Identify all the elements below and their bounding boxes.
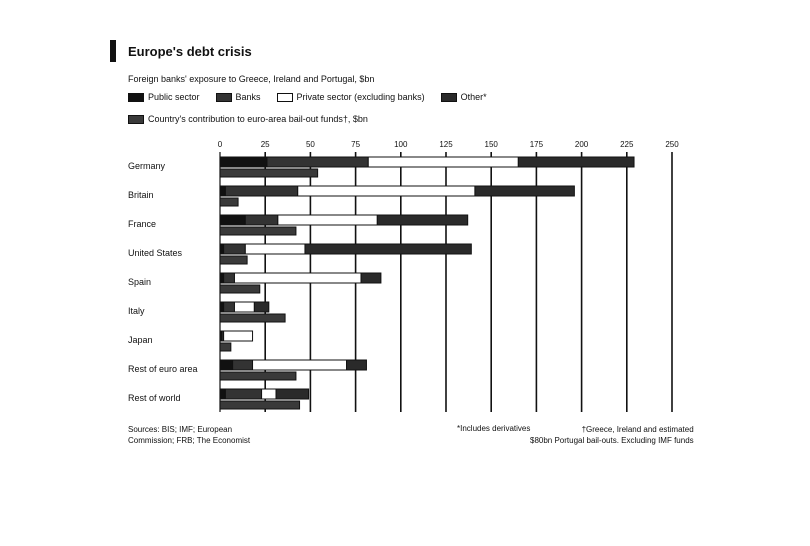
bar-germany-series-3 — [518, 157, 634, 167]
bar-italy-series-2 — [234, 302, 254, 312]
bar-spain-series-3 — [361, 273, 381, 283]
bar-italy-contribution — [220, 314, 285, 322]
bar-united-states-series-3 — [305, 244, 471, 254]
bar-france-series-3 — [377, 215, 467, 225]
x-tick-label-175: 175 — [529, 140, 544, 149]
legend-label-public-sector: Public sector — [148, 92, 200, 102]
bar-britain-series-1 — [225, 186, 297, 196]
bar-japan-series-2 — [224, 331, 253, 341]
legend-label-banks: Banks — [235, 92, 261, 102]
bar-spain-series-2 — [234, 273, 361, 283]
x-tick-label-100: 100 — [394, 140, 408, 149]
bar-germany-contribution — [220, 169, 318, 177]
bar-rest-of-world-series-2 — [262, 389, 276, 399]
bar-france-series-2 — [278, 215, 377, 225]
footnote-bailout — [530, 424, 694, 446]
x-tick-label-25: 25 — [260, 140, 270, 149]
chart-sources — [128, 424, 250, 446]
bar-france-contribution — [220, 227, 296, 235]
footnote-bailout-line-2: $80bn Portugal bail-outs. Excluding IMF funds — [530, 436, 694, 445]
bar-germany-series-1 — [267, 157, 368, 167]
sources-line-1: Sources: BIS; IMF; European — [128, 425, 233, 434]
bar-rest-of-world-contribution — [220, 401, 300, 409]
category-label-britain: Britain — [128, 190, 154, 200]
bar-france-series-0 — [220, 215, 245, 225]
bar-rest-of-euro-area-series-0 — [220, 360, 233, 370]
category-label-germany: Germany — [128, 161, 166, 171]
bar-germany-series-2 — [368, 157, 518, 167]
bar-rest-of-euro-area-series-2 — [253, 360, 347, 370]
bar-italy-series-0 — [220, 302, 224, 312]
bar-spain-contribution — [220, 285, 260, 293]
bar-united-states-series-2 — [245, 244, 305, 254]
footnote-bailout-line-1: †Greece, Ireland and estimated — [581, 425, 694, 434]
legend-label-private-sector: Private sector (excluding banks) — [296, 92, 425, 102]
bar-japan-contribution — [220, 343, 231, 351]
bar-italy-series-3 — [254, 302, 268, 312]
bar-italy-series-1 — [224, 302, 235, 312]
bar-spain-series-1 — [224, 273, 235, 283]
bar-britain-series-2 — [298, 186, 475, 196]
x-tick-label-75: 75 — [351, 140, 361, 149]
bar-rest-of-world-series-3 — [276, 389, 309, 399]
bar-united-states-series-0 — [220, 244, 224, 254]
bar-britain-series-0 — [220, 186, 225, 196]
bar-britain-series-3 — [475, 186, 574, 196]
chart-title: Europe's debt crisis — [128, 44, 252, 59]
x-tick-label-125: 125 — [439, 140, 453, 149]
category-label-rest-of-world: Rest of world — [128, 393, 181, 403]
bar-britain-contribution — [220, 198, 238, 206]
bar-france-series-1 — [245, 215, 278, 225]
x-tick-label-50: 50 — [305, 140, 315, 149]
category-label-france: France — [128, 219, 157, 229]
x-tick-label-200: 200 — [574, 140, 589, 149]
category-label-italy: Italy — [128, 306, 145, 316]
bar-rest-of-euro-area-series-1 — [233, 360, 253, 370]
bar-rest-of-world-series-1 — [225, 389, 261, 399]
bar-united-states-series-1 — [224, 244, 246, 254]
legend-label-contribution: Country's contribution to euro-area bail-out funds†, $bn — [148, 114, 368, 124]
category-label-rest-of-euro-area: Rest of euro area — [128, 364, 198, 374]
x-tick-label-150: 150 — [484, 140, 498, 149]
x-tick-label-225: 225 — [620, 140, 634, 149]
footnote-derivatives: *Includes derivatives — [457, 424, 531, 433]
bar-rest-of-euro-area-contribution — [220, 372, 296, 380]
bar-rest-of-euro-area-series-3 — [347, 360, 367, 370]
x-tick-label-250: 250 — [665, 140, 679, 149]
x-tick-label-0: 0 — [217, 140, 223, 149]
category-label-spain: Spain — [128, 277, 152, 287]
bar-rest-of-world-series-0 — [220, 389, 225, 399]
category-label-united-states: United States — [128, 248, 183, 258]
legend-label-other: Other* — [460, 92, 487, 102]
category-label-japan: Japan — [128, 335, 153, 345]
chart-subtitle: Foreign banks' exposure to Greece, Ireland and Portugal, $bn — [128, 74, 375, 84]
sources-line-2: Commission; FRB; The Economist — [128, 436, 251, 445]
bar-united-states-contribution — [220, 256, 247, 264]
bar-spain-series-0 — [220, 273, 224, 283]
bar-germany-series-0 — [220, 157, 267, 167]
